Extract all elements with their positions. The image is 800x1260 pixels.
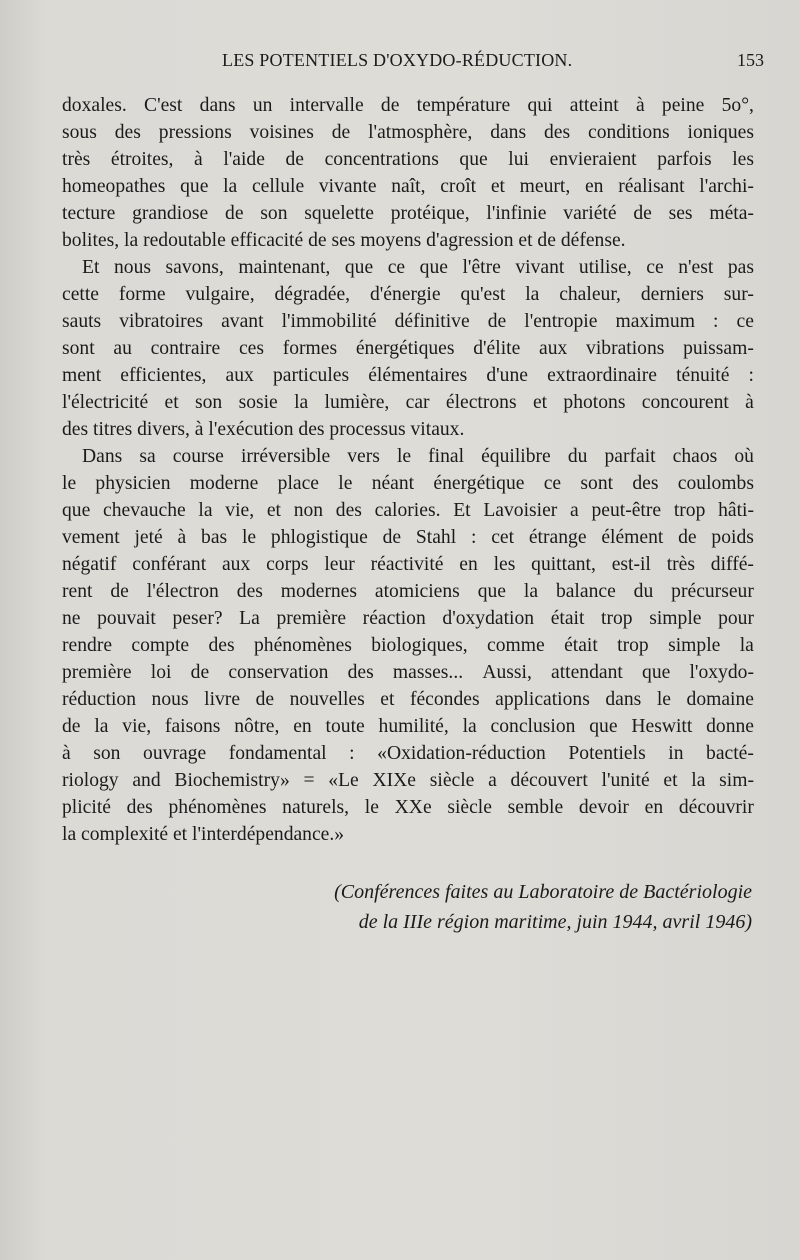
text-line: cette forme vulgaire, dégradée, d'énergie qu'est la chaleur, derniers sur- <box>62 284 754 305</box>
paragraph <box>62 254 754 443</box>
text-line: vement jeté à bas le phlogistique de Stahl : cet étrange élément de poids <box>62 527 754 548</box>
text-line: rent de l'électron des modernes atomiciens que la balance du précurseur <box>62 581 754 602</box>
text-line: sont au contraire ces formes énergétiques d'élite aux vibrations puissam- <box>62 338 754 359</box>
text-line: très étroites, à l'aide de concentrations que lui envieraient parfois les <box>62 149 754 170</box>
text-line: tecture grandiose de son squelette protéique, l'infinie variété de ses méta- <box>62 203 754 224</box>
text-line: à son ouvrage fondamental : «Oxidation-réduction Potentiels in bacté- <box>62 743 754 764</box>
text-line: que chevauche la vie, et non des calories. Et Lavoisier a peut-être trop hâti- <box>62 500 754 521</box>
text-line: Dans sa course irréversible vers le final équilibre du parfait chaos où <box>82 446 754 467</box>
credit-line-2: de la IIIe région maritime, juin 1944, avril 1946) <box>358 911 752 933</box>
text-line: plicité des phénomènes naturels, le XXe siècle semble devoir en découvrir <box>62 797 754 818</box>
page-number: 153 <box>737 50 764 70</box>
text-line: l'électricité et son sosie la lumière, car électrons et photons concourent à <box>62 392 754 413</box>
text-line: sous des pressions voisines de l'atmosphère, dans des conditions ioniques <box>62 122 754 143</box>
page-header <box>0 50 800 76</box>
paragraph <box>62 443 754 848</box>
text-line: ne pouvait peser? La première réaction d'oxydation était trop simple pour <box>62 608 754 629</box>
text-line: réduction nous livre de nouvelles et fécondes applications dans le domaine <box>62 689 754 710</box>
text-line: homeopathes que la cellule vivante naît, croît et meurt, en réalisant l'archi- <box>62 176 754 197</box>
paragraph <box>62 92 754 254</box>
credit-note <box>312 877 752 937</box>
text-line: première loi de conservation des masses... Aussi, attendant que l'oxydo- <box>62 662 754 683</box>
text-line: la complexité et l'interdépendance.» <box>62 824 345 845</box>
text-line: riology and Biochemistry» = «Le XIXe siècle a découvert l'unité et la sim- <box>62 770 754 791</box>
text-line: doxales. C'est dans un intervalle de température qui atteint à peine 5o°, <box>62 95 754 116</box>
text-line: bolites, la redoutable efficacité de ses moyens d'agression et de défense. <box>62 230 626 251</box>
text-line: le physicien moderne place le néant énergétique ce sont des coulombs <box>62 473 754 494</box>
text-line: Et nous savons, maintenant, que ce que l'être vivant utilise, ce n'est pas <box>82 257 754 278</box>
body-text <box>62 92 754 848</box>
text-line: sauts vibratoires avant l'immobilité définitive de l'entropie maximum : ce <box>62 311 754 332</box>
text-line: de la vie, faisons nôtre, en toute humilité, la conclusion que Heswitt donne <box>62 716 754 737</box>
running-title: LES POTENTIELS D'OXYDO-RÉDUCTION. <box>222 50 573 70</box>
text-line: négatif conférant aux corps leur réactivité en les quittant, est-il très diffé- <box>62 554 754 575</box>
text-line: rendre compte des phénomènes biologiques, comme était trop simple la <box>62 635 754 656</box>
text-line: des titres divers, à l'exécution des processus vitaux. <box>62 419 465 440</box>
text-line: ment efficientes, aux particules élémentaires d'une extraordinaire ténuité : <box>62 365 754 386</box>
credit-line-1: (Conférences faites au Laboratoire de Bactériologie <box>334 881 752 903</box>
